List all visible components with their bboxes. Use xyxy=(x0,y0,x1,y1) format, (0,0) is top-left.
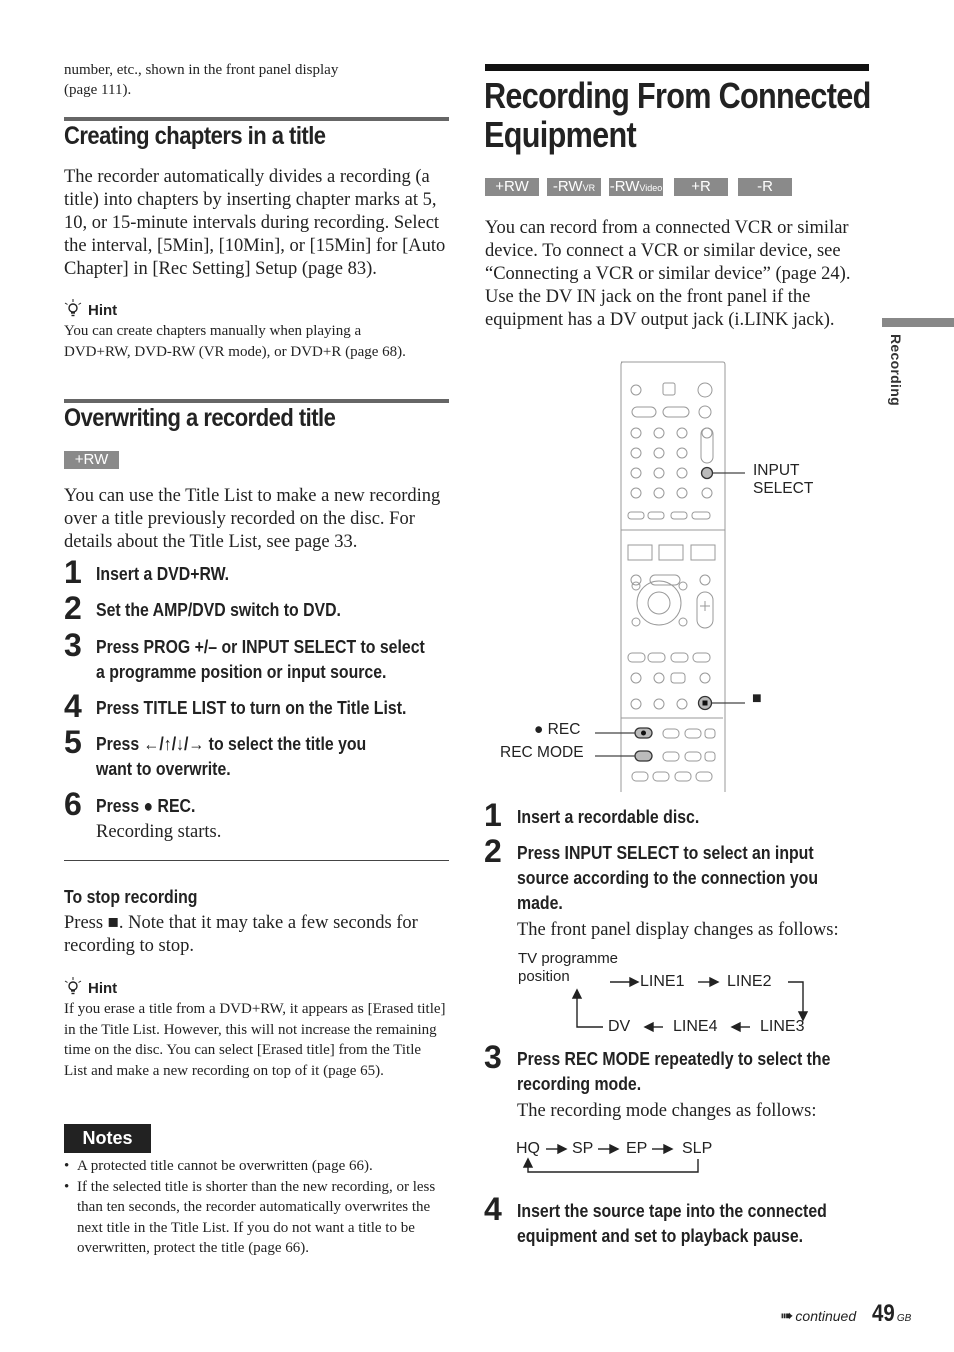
step-number: 2 xyxy=(484,833,502,869)
stop-callout: ■ xyxy=(752,690,762,707)
section-title-overwriting: Overwriting a recorded title xyxy=(64,404,336,432)
lightbulb-icon xyxy=(64,299,82,322)
step-text: Insert a DVD+RW. xyxy=(96,564,230,584)
disc-badge: +R xyxy=(674,178,728,196)
step-subtext: The recording mode changes as follows: xyxy=(517,1101,817,1121)
hint-text: You can create chapters manually when playing a DVD+RW, DVD-RW (VR mode), or DVD+R (page 68). xyxy=(64,323,406,360)
section-rule xyxy=(64,399,449,403)
divider xyxy=(64,860,449,861)
input-flow-diagram xyxy=(518,950,848,1040)
step-number: 3 xyxy=(64,627,82,663)
mode-slp: SLP xyxy=(682,1140,713,1157)
step-text: Set the AMP/DVD switch to DVD. xyxy=(96,600,341,620)
rec-callout: ● REC xyxy=(534,721,581,738)
page-suffix: GB xyxy=(896,1313,912,1324)
hint-label: Hint xyxy=(88,301,118,319)
title-rule xyxy=(485,64,869,71)
step-number: 4 xyxy=(484,1191,502,1227)
mode-sp: SP xyxy=(572,1140,594,1157)
disc-badge: -RWVR xyxy=(547,178,601,196)
flow-line4: LINE4 xyxy=(673,1018,718,1035)
flow-start-label: TV programme position xyxy=(518,950,619,985)
hint-block xyxy=(64,978,450,1081)
disc-badge: +RW xyxy=(485,178,539,196)
step-number: 2 xyxy=(64,590,82,626)
right-intro: You can record from a connected VCR or similar device. To connect a VCR or similar device, see “Connecting a VCR or similar device” (page 24). Use the DV IN jack on the front panel if the equipment has a DV output jack (i.LINK jack). xyxy=(485,218,851,330)
stop-body: Press ■. Note that it may take a few seconds for recording to stop. xyxy=(64,913,418,956)
disc-badge: -RWVideo xyxy=(609,178,663,195)
section-rule xyxy=(64,117,449,121)
disc-badge: +RW xyxy=(64,451,119,469)
lightbulb-icon xyxy=(64,977,82,1000)
side-tab-bar xyxy=(882,318,954,327)
page-title: Recording From Connected Equipment xyxy=(484,75,871,155)
step-text: Press ←/↑/↓/→ to select the title you want to overwrite. xyxy=(96,734,367,779)
step-subtext: Recording starts. xyxy=(96,822,222,842)
section-title-creating: Creating chapters in a title xyxy=(64,122,326,150)
step-number: 3 xyxy=(484,1039,502,1075)
page-number: 49 xyxy=(872,1300,895,1327)
hint-text: If you erase a title from a DVD+RW, it appears as [Erased title] in the Title List. However, this will not increase the remaining time on the disc. You can select [Erased title] from the Title List and make a new recording on top of it (page 65). xyxy=(64,1001,446,1079)
step-text: Press INPUT SELECT to select an input source according to the connection you made. xyxy=(517,843,819,913)
step-subtext: The front panel display changes as follows: xyxy=(517,920,839,940)
step-text: Insert the source tape into the connected equipment and set to playback pause. xyxy=(517,1201,827,1246)
step-text: Press TITLE LIST to turn on the Title List. xyxy=(96,698,407,718)
hint-label: Hint xyxy=(88,979,118,997)
flow-line2: LINE2 xyxy=(727,973,772,990)
note-item: • A protected title cannot be overwritten (page 66). xyxy=(64,1156,452,1177)
footer xyxy=(780,1300,911,1328)
step-number: 1 xyxy=(484,797,502,833)
notes-list xyxy=(64,1156,452,1259)
note-item: • If the selected title is shorter than the new recording, or less than ten seconds, the recorder automatically overwrites the next title in the Title List. If you do not want a title to be overwritten, protect the title (page 66). xyxy=(64,1177,452,1259)
rec-mode-callout: REC MODE xyxy=(500,744,584,761)
step-number: 1 xyxy=(64,554,82,590)
mode-hq: HQ xyxy=(516,1140,540,1157)
disc-badge: -R xyxy=(738,178,792,196)
intro-line: (page 111). xyxy=(64,82,132,98)
continued-label: continued xyxy=(795,1308,857,1324)
input-select-callout: INPUT SELECT xyxy=(753,462,814,497)
notes-label: Notes xyxy=(64,1124,151,1153)
flow-line3: LINE3 xyxy=(760,1018,805,1035)
flow-dv: DV xyxy=(608,1018,631,1035)
intro-line: number, etc., shown in the front panel display xyxy=(64,62,339,78)
step-text: Insert a recordable disc. xyxy=(517,807,700,827)
step-text: Press ● REC. xyxy=(96,796,196,816)
creating-body: The recorder automatically divides a recording (a title) into chapters by inserting chapter marks at 5, 10, or 15-minute intervals during recording. Select the interval, [5Min], [10Min], or [15Min] for [Auto Chapter] in [Rec Setting] Setup (page 83). xyxy=(64,167,446,279)
overwriting-body: You can use the Title List to make a new recording over a title previously recorded on the disc. For details about the Title List, see page 33. xyxy=(64,486,441,552)
disc-badges xyxy=(485,178,792,196)
mode-ep: EP xyxy=(626,1140,648,1157)
step-number: 6 xyxy=(64,786,82,822)
step-number: 5 xyxy=(64,724,82,760)
step-text: Press REC MODE repeatedly to select the recording mode. xyxy=(517,1049,831,1094)
side-tab-label: Recording xyxy=(888,334,904,406)
flow-line1: LINE1 xyxy=(640,973,685,990)
continued-arrow-icon: ➠ xyxy=(780,1306,794,1325)
step-text: Press PROG +/– or INPUT SELECT to select a programme position or input source. xyxy=(96,637,425,682)
hint-block xyxy=(64,300,450,362)
mode-flow-diagram xyxy=(516,1138,736,1188)
step-number: 4 xyxy=(64,688,82,724)
stop-title: To stop recording xyxy=(64,887,198,907)
intro-continuation xyxy=(64,60,454,100)
